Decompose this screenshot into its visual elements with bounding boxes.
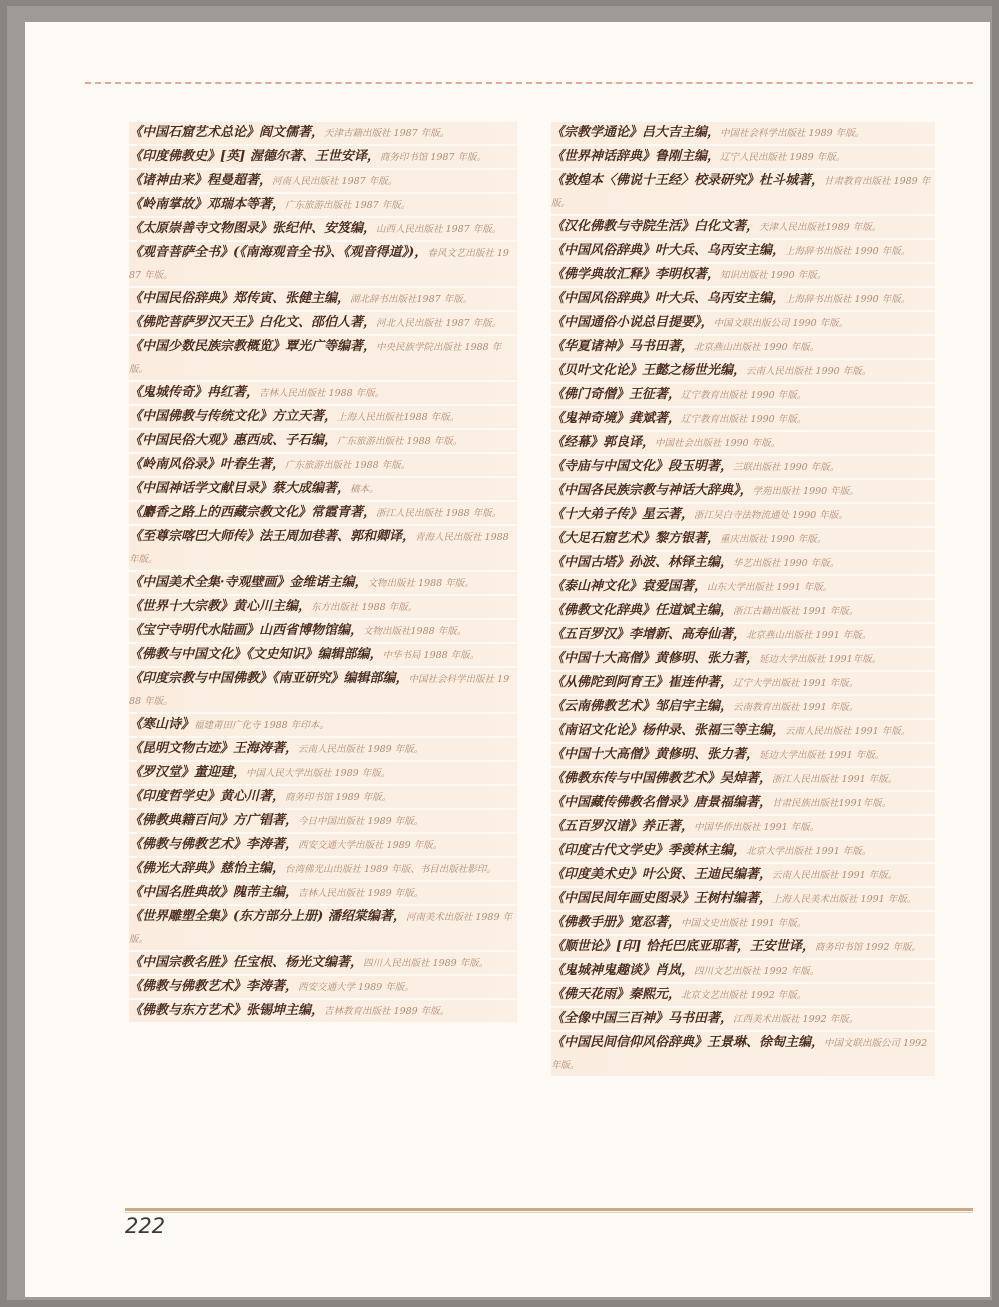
entry-publisher: 北京燕山出版社 1990 年版。 [694, 342, 820, 353]
entry-publisher: 江西美术出版社 1992 年版。 [733, 1014, 859, 1025]
bibliography-entry [129, 122, 517, 144]
entry-title: 《佛教典籍百问》方广锠著， [129, 813, 299, 828]
entry-publisher: 山东大学出版社 1991 年版。 [707, 582, 833, 593]
entry-publisher: 辽宁大学出版社 1991 年版。 [733, 678, 859, 689]
entry-title: 《全像中国三百神》马书田著， [551, 1011, 734, 1026]
entry-title: 《泰山神文化》袁爱国著， [551, 579, 708, 594]
entry-publisher: 学苑出版社 1990 年版。 [752, 486, 859, 497]
entry-publisher: 中央民族学院出版社 1988 年版。 [129, 342, 502, 375]
bibliography-entry [129, 382, 517, 404]
entry-title: 《敦煌本〈佛说十王经〉校录研究》杜斗城著， [551, 173, 825, 188]
entry-publisher: 广东旅游出版社 1988 年版。 [337, 436, 463, 447]
entry-publisher: 台湾佛光山出版社 1989 年版、书目出版社影印。 [285, 864, 496, 875]
entry-title: 《佛教与东方艺术》张锡坤主编， [129, 1003, 325, 1018]
entry-publisher: 北京文艺出版社 1992 年版。 [681, 990, 807, 1001]
entry-publisher: 重庆出版社 1990 年版。 [720, 534, 827, 545]
bibliography-entry [551, 1032, 935, 1076]
entry-title: 《佛教与佛教艺术》李涛著， [129, 837, 299, 852]
bibliography-entry [551, 768, 935, 790]
bibliography-entry [129, 762, 517, 784]
entry-title: 《中国藏传佛教名僧录》唐景福编著， [551, 795, 773, 810]
bibliography-entry [551, 240, 935, 262]
entry-title: 《中国民间年画史图录》王树村编著， [551, 891, 773, 906]
entry-publisher: 华艺出版社 1990 年版。 [733, 558, 840, 569]
entry-title: 《印度古代文学史》季羡林主编， [551, 843, 747, 858]
entry-title: 《印度佛教史》[英] 渥德尔著、王世安译， [129, 149, 380, 164]
entry-publisher: 中国社会出版社 1990 年版。 [655, 438, 781, 449]
entry-title: 《中国风俗辞典》叶大兵、乌丙安主编， [551, 291, 786, 306]
entry-title: 《诸神由来》程曼超著， [129, 173, 273, 188]
entry-title: 《云南佛教艺术》邹启宇主编， [551, 699, 734, 714]
entry-title: 《岭南风俗录》叶春生著， [129, 457, 286, 472]
bibliography-entry [551, 600, 935, 622]
entry-title: 《中国佛教与传统文化》方立天著， [129, 409, 338, 424]
entry-publisher: 中国人民大学出版社 1989 年版。 [246, 768, 391, 779]
entry-publisher: 中国社会科学出版社 1989 年版。 [720, 128, 865, 139]
bibliography-entry [129, 810, 517, 832]
entry-title: 《至尊宗喀巴大师传》法王周加巷著、郭和卿译， [129, 529, 416, 544]
bibliography-entry [129, 406, 517, 428]
entry-publisher: 四川人民出版社 1989 年版。 [363, 958, 489, 969]
bibliography-entry [551, 432, 935, 454]
bibliography-entry [551, 552, 935, 574]
entry-publisher: 西安交通大学出版社 1989 年版。 [298, 840, 443, 851]
entry-title: 《太原崇善寺文物图录》张纪仲、安笈编， [129, 221, 377, 236]
entry-publisher: 中国华侨出版社 1991 年版。 [694, 822, 820, 833]
header-dashed-rule [85, 82, 973, 84]
entry-publisher: 中国社会科学出版社 1988 年版。 [129, 674, 510, 707]
entry-title: 《鬼城神鬼趣谈》肖岚， [551, 963, 695, 978]
bibliography-entry [129, 336, 517, 380]
entry-publisher: 上海辞书出版社 1990 年版。 [785, 294, 911, 305]
entry-publisher: 吉林人民出版社 1989 年版。 [298, 888, 424, 899]
bibliography-entry [551, 960, 935, 982]
entry-title: 《华夏诸神》马书田著， [551, 339, 695, 354]
bibliography-entry [129, 1000, 517, 1022]
entry-publisher: 云南人民出版社 1990 年版。 [746, 366, 872, 377]
bibliography-entry [129, 312, 517, 334]
entry-title: 《佛天花雨》秦熙元， [551, 987, 682, 1002]
bibliography-entry [551, 696, 935, 718]
entry-publisher: 北京大学出版社 1991 年版。 [746, 846, 872, 857]
entry-publisher: 文物出版社1988 年版。 [363, 626, 467, 637]
entry-publisher: 商务印书馆 1987 年版。 [379, 152, 487, 163]
bibliography-entry [551, 888, 935, 910]
bibliography-entry [551, 648, 935, 670]
footer-rule [125, 1208, 973, 1211]
bibliography-entry [129, 644, 517, 666]
entry-title: 《佛教与佛教艺术》李涛著， [129, 979, 299, 994]
bibliography-entry [129, 218, 517, 240]
bibliography-entry [129, 572, 517, 594]
bibliography-entry [129, 170, 517, 192]
bibliography-entry [129, 242, 517, 286]
bibliography-entry [129, 668, 517, 712]
bibliography-entry [129, 430, 517, 452]
bibliography-entry [551, 360, 935, 382]
entry-publisher: 商务印书馆 1989 年版。 [285, 792, 392, 803]
entry-title: 《观音菩萨全书》(《南海观音全书》、《观音得道》)， [129, 245, 428, 260]
bibliography-entry [129, 906, 517, 950]
entry-title: 《从佛陀到阿育王》崔连仲著， [551, 675, 734, 690]
bibliography-entry [551, 576, 935, 598]
entry-title: 《佛教东传与中国佛教艺术》吴焯著， [551, 771, 773, 786]
entry-title: 《岭南掌故》邓瑞本等著， [129, 197, 286, 212]
bibliography-entry [129, 502, 517, 524]
entry-title: 《佛门奇僧》王征著， [551, 387, 682, 402]
entry-publisher: 中国文联出版公司 1992 年版。 [551, 1038, 928, 1071]
entry-title: 《佛光大辞典》慈怡主编， [129, 861, 286, 876]
entry-title: 《中国古塔》孙波、林铎主编， [551, 555, 734, 570]
entry-title: 《宝宁寺明代水陆画》山西省博物馆编， [129, 623, 364, 638]
entry-title: 《中国十大高僧》黄修明、张力著， [551, 651, 760, 666]
bibliography-entry [129, 834, 517, 856]
entry-publisher: 浙江人民出版社 1988 年版。 [376, 508, 502, 519]
entry-title: 《中国石窟艺术总论》阎文儒著， [129, 125, 325, 140]
entry-title: 《印度美术史》叶公贤、王迪民编著， [551, 867, 773, 882]
bibliography-entry [551, 216, 935, 238]
entry-title: 《中国风俗辞典》叶大兵、乌丙安主编， [551, 243, 786, 258]
bibliography-entry [551, 312, 935, 334]
entry-publisher: 今日中国出版社 1989 年版。 [298, 816, 424, 827]
entry-publisher: 吉林人民出版社 1988 年版。 [259, 388, 385, 399]
entry-title: 《中国民间信仰风俗辞典》王景琳、徐匋主编， [551, 1035, 825, 1050]
entry-publisher: 中国文联出版公司 1990 年版。 [713, 318, 849, 329]
entry-publisher: 上海人民出版社1988 年版。 [337, 412, 460, 423]
bibliography-entry [551, 792, 935, 814]
bibliography-entry [551, 336, 935, 358]
entry-publisher: 上海人民美术出版社 1991 年版。 [772, 894, 917, 905]
bibliography-entry [129, 738, 517, 760]
entry-publisher: 上海辞书出版社 1990 年版。 [785, 246, 911, 257]
entry-publisher: 广东旅游出版社 1987 年版。 [285, 200, 411, 211]
entry-title: 《世界十大宗教》黄心川主编， [129, 599, 312, 614]
bibliography-entry [129, 952, 517, 974]
entry-title: 《印度哲学史》黄心川著， [129, 789, 286, 804]
entry-publisher: 文物出版社 1988 年版。 [367, 578, 474, 589]
entry-title: 《宗教学通论》吕大吉主编， [551, 125, 721, 140]
entry-title: 《顺世论》[印] 恰托巴底亚耶著，王安世译， [551, 939, 815, 954]
entry-title: 《佛教与中国文化》《文史知识》编辑部编， [129, 647, 383, 662]
entry-publisher: 云南人民出版社 1989 年版。 [298, 744, 424, 755]
bibliography-entry [129, 194, 517, 216]
entry-publisher: 天津古籍出版社 1987 年版。 [324, 128, 450, 139]
entry-publisher: 河南美术出版社 1989 年版。 [129, 912, 513, 945]
bibliography-entry [129, 620, 517, 642]
bibliography-entry [551, 816, 935, 838]
entry-title: 《南诏文化论》杨仲录、张福三等主编， [551, 723, 786, 738]
bibliography-entry [551, 170, 935, 214]
entry-publisher: 延边大学出版社 1991年版。 [759, 654, 882, 665]
page-frame [7, 6, 992, 1300]
entry-title: 《佛教手册》宽忍著， [551, 915, 682, 930]
bibliography-entry [129, 786, 517, 808]
entry-publisher: 辽宁教育出版社 1990 年版。 [681, 414, 807, 425]
entry-title: 《五百罗汉谱》养正著， [551, 819, 695, 834]
entry-title: 《佛陀菩萨罗汉天王》白化文、邵伯人著， [129, 315, 377, 330]
entry-title: 《中国民俗辞典》郑传寅、张健主编， [129, 291, 351, 306]
entry-publisher: 四川文艺出版社 1992 年版。 [694, 966, 820, 977]
bibliography-entry [551, 384, 935, 406]
entry-title: 《中国名胜典故》隗芾主编， [129, 885, 299, 900]
entry-publisher: 甘肃民族出版社1991年版。 [772, 798, 892, 809]
bibliography-entry [551, 504, 935, 526]
entry-publisher: 商务印书馆 1992 年版。 [814, 942, 922, 953]
entry-title: 《中国民俗大观》惠西成、子石编， [129, 433, 338, 448]
entry-title: 《大足石窟艺术》黎方银著， [551, 531, 721, 546]
entry-publisher: 浙江古籍出版社 1991 年版。 [733, 606, 859, 617]
bibliography-entry [551, 840, 935, 862]
entry-title: 《罗汉堂》董迎建， [129, 765, 247, 780]
bibliography-entry [551, 480, 935, 502]
entry-title: 《佛学典故汇释》李明权著， [551, 267, 721, 282]
entry-publisher: 浙江人民出版社 1991 年版。 [772, 774, 898, 785]
entry-title: 《麝香之路上的西藏宗教文化》常霞青著， [129, 505, 377, 520]
bibliography-entry [551, 408, 935, 430]
bibliography-entry [129, 146, 517, 168]
entry-title: 《五百罗汉》李增新、高寿仙著， [551, 627, 747, 642]
bibliography-entry [551, 288, 935, 310]
entry-title: 《中国少数民族宗教概览》覃光广等编著， [129, 339, 377, 354]
bibliography-entry [551, 720, 935, 742]
bibliography-entry [551, 912, 935, 934]
left-column [129, 122, 517, 1024]
entry-title: 《十大弟子传》星云著， [551, 507, 695, 522]
entry-title: 《汉化佛教与寺院生活》白化文著， [551, 219, 760, 234]
entry-publisher: 中华书局 1988 年版。 [382, 650, 480, 661]
bibliography-entry [129, 858, 517, 880]
entry-title: 《寒山诗》 [129, 717, 195, 732]
entry-publisher: 河北人民出版社 1987 年版。 [376, 318, 502, 329]
bibliography-entry [129, 714, 517, 736]
entry-title: 《佛教文化辞典》任道斌主编， [551, 603, 734, 618]
entry-publisher: 中国文史出版社 1991 年版。 [681, 918, 807, 929]
entry-publisher: 稿本。 [350, 484, 379, 495]
entry-title: 《贝叶文化论》王懿之杨世光编， [551, 363, 747, 378]
bibliography-entry [129, 882, 517, 904]
entry-title: 《中国宗教名胜》任宝根、杨光文编著， [129, 955, 364, 970]
entry-title: 《寺庙与中国文化》段玉明著， [551, 459, 734, 474]
entry-publisher: 青海人民出版社 1988 年版。 [129, 532, 509, 565]
entry-publisher: 吉林教育出版社 1989 年版。 [324, 1006, 450, 1017]
entry-title: 《鬼神奇境》龚斌著， [551, 411, 682, 426]
bibliography-entry [129, 454, 517, 476]
bibliography-entry [551, 624, 935, 646]
entry-title: 《鬼城传奇》冉红著， [129, 385, 260, 400]
entry-publisher: 辽宁人民出版社 1989 年版。 [720, 152, 846, 163]
book-page [25, 22, 990, 1297]
bibliography-entry [129, 596, 517, 618]
entry-title: 《中国美术全集·寺观壁画》金维诺主编， [129, 575, 368, 590]
entry-publisher: 河南人民出版社 1987 年版。 [272, 176, 398, 187]
bibliography-entry [551, 936, 935, 958]
entry-publisher: 延边大学出版社 1991 年版。 [759, 750, 885, 761]
bibliography-entry [551, 264, 935, 286]
entry-publisher: 云南人民出版社 1991 年版。 [772, 870, 898, 881]
entry-publisher: 北京燕山出版社 1991 年版。 [746, 630, 872, 641]
entry-publisher: 西安交通大学 1989 年版。 [298, 982, 414, 993]
entry-title: 《世界雕塑全集》(东方部分上册) 潘绍棠编著， [129, 909, 406, 924]
entry-title: 《印度宗教与中国佛教》《南亚研究》编辑部编， [129, 671, 409, 686]
entry-publisher: 山西人民出版社 1987 年版。 [376, 224, 502, 235]
entry-publisher: 广东旅游出版社 1988 年版。 [285, 460, 411, 471]
bibliography-entry [129, 288, 517, 310]
bibliography-entry [129, 526, 517, 570]
entry-publisher: 天津人民出版社1989 年版。 [759, 222, 882, 233]
bibliography-entry [129, 976, 517, 998]
bibliography-entry [551, 528, 935, 550]
page-number: 222 [125, 1214, 166, 1238]
entry-publisher: 三联出版社 1990 年版。 [733, 462, 840, 473]
entry-publisher: 东方出版社 1988 年版。 [311, 602, 418, 613]
bibliography-entry [551, 122, 935, 144]
entry-title: 《世界神话辞典》鲁刚主编， [551, 149, 721, 164]
entry-title: 《中国神话学文献目录》蔡大成编著， [129, 481, 351, 496]
entry-title: 《中国各民族宗教与神话大辞典》， [551, 483, 753, 498]
entry-publisher: 知识出版社 1990 年版。 [720, 270, 827, 281]
bibliography-entry [551, 1008, 935, 1030]
entry-title: 《中国通俗小说总目提要》， [551, 315, 714, 330]
bibliography-entry [551, 672, 935, 694]
entry-publisher: 春风文艺出版社 1987 年版。 [129, 248, 509, 281]
entry-publisher: 云南教育出版社 1991 年版。 [733, 702, 859, 713]
bibliography-entry [551, 744, 935, 766]
bibliography-entry [551, 984, 935, 1006]
entry-title: 《昆明文物古迹》王海涛著， [129, 741, 299, 756]
entry-publisher: 云南人民出版社 1991 年版。 [785, 726, 911, 737]
entry-publisher: 甘肃教育出版社 1989 年版。 [551, 176, 931, 209]
bibliography-entry [551, 146, 935, 168]
entry-title: 《中国十大高僧》黄修明、张力著， [551, 747, 760, 762]
entry-publisher: 湖北辞书出版社1987 年版。 [350, 294, 473, 305]
bibliography-entry [551, 456, 935, 478]
bibliography-entry [129, 478, 517, 500]
entry-title: 《经幕》郭良译， [551, 435, 656, 450]
entry-publisher: 福建莆田广化寺 1988 年印本。 [194, 720, 329, 731]
entry-publisher: 浙江吴白寺法物流通处 1990 年版。 [694, 510, 848, 521]
right-column [551, 122, 935, 1078]
entry-publisher: 辽宁教育出版社 1990 年版。 [681, 390, 807, 401]
bibliography-entry [551, 864, 935, 886]
